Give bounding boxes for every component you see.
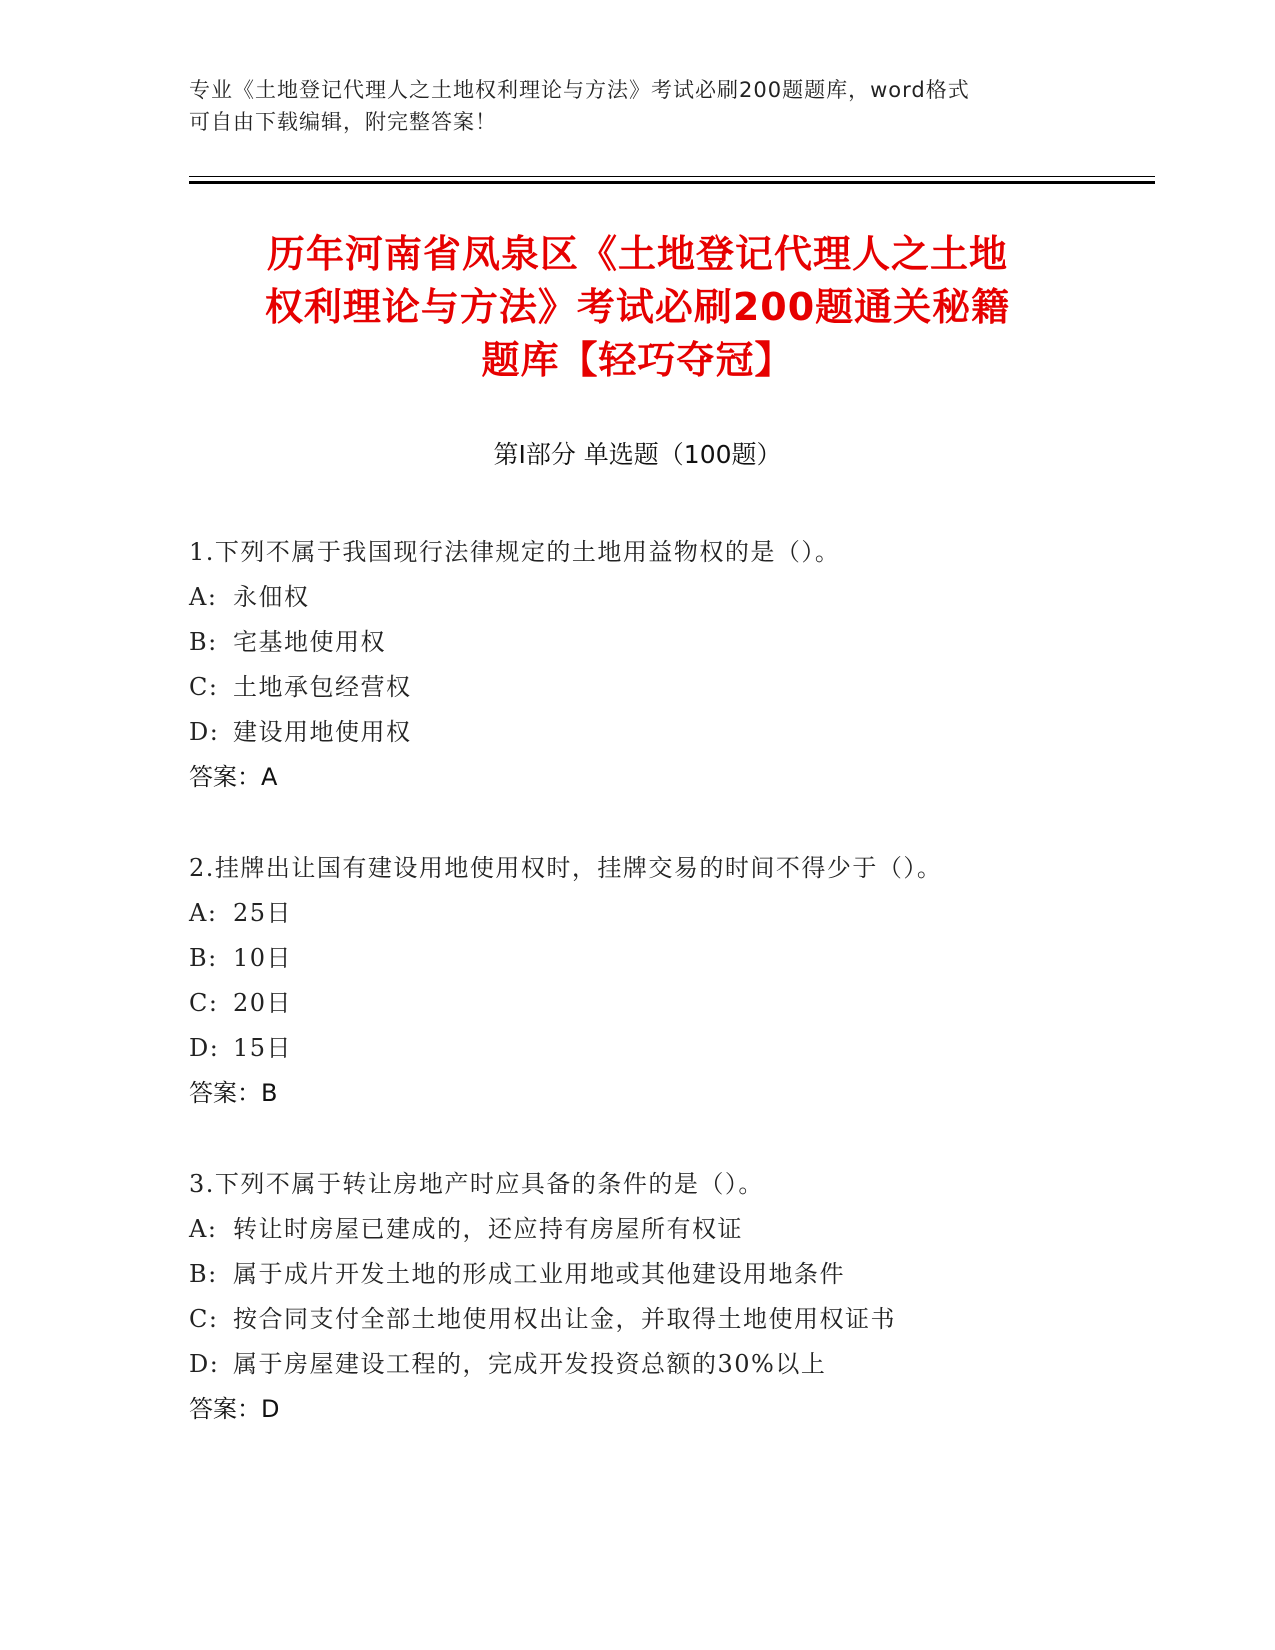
section-heading: 第Ⅰ部分 单选题（100题） xyxy=(493,440,782,469)
option-c xyxy=(189,981,1149,1026)
option-key: A: xyxy=(189,583,218,611)
option-key: C: xyxy=(189,673,219,701)
document-title-line-3: 题库【轻巧夺冠】 xyxy=(481,338,794,382)
option-key: B: xyxy=(189,1260,218,1288)
option-text: 建设用地使用权 xyxy=(233,718,412,746)
option-text: 按合同支付全部土地使用权出让金，并取得土地使用权证书 xyxy=(233,1305,896,1333)
option-text: 转让时房屋已建成的，还应持有房屋所有权证 xyxy=(233,1215,743,1243)
option-a xyxy=(189,891,1149,936)
document-title-line-1: 历年河南省凤泉区《土地登记代理人之土地 xyxy=(266,232,1008,276)
option-text: 土地承包经营权 xyxy=(233,673,412,701)
answer: 答案：A xyxy=(189,763,278,791)
answer: 答案：D xyxy=(189,1395,280,1423)
question-2 xyxy=(189,846,1149,1116)
option-key: B: xyxy=(189,944,218,972)
option-text: 25日 xyxy=(233,899,293,927)
option-key: D: xyxy=(189,1034,220,1062)
option-key: D: xyxy=(189,718,220,746)
option-text: 属于房屋建设工程的，完成开发投资总额的30%以上 xyxy=(233,1350,827,1378)
option-key: A: xyxy=(189,899,218,927)
option-b xyxy=(189,936,1149,981)
option-text: 15日 xyxy=(233,1034,293,1062)
header-note-line-1: 专业《土地登记代理人之土地权利理论与方法》考试必刷200题题库，word格式 xyxy=(189,78,970,102)
option-text: 20日 xyxy=(233,989,293,1017)
answer: 答案：B xyxy=(189,1079,278,1107)
option-c xyxy=(189,665,1149,710)
header-divider-thick xyxy=(189,181,1155,184)
option-b xyxy=(189,620,1149,665)
header-note xyxy=(189,74,1089,138)
question-stem: 2.挂牌出让国有建设用地使用权时，挂牌交易的时间不得少于（）。 xyxy=(189,854,943,882)
header-note-line-2: 可自由下载编辑，附完整答案！ xyxy=(189,110,497,134)
option-key: B: xyxy=(189,628,218,656)
question-3 xyxy=(189,1162,1149,1432)
option-d xyxy=(189,1342,1149,1387)
option-d xyxy=(189,710,1149,755)
option-d xyxy=(189,1026,1149,1071)
option-key: D: xyxy=(189,1350,220,1378)
option-key: A: xyxy=(189,1215,218,1243)
question-list xyxy=(189,530,1149,1478)
document-title-line-2: 权利理论与方法》考试必刷200题通关秘籍 xyxy=(264,285,1011,329)
option-b xyxy=(189,1252,1149,1297)
option-text: 10日 xyxy=(233,944,293,972)
option-text: 属于成片开发土地的形成工业用地或其他建设用地条件 xyxy=(233,1260,845,1288)
document-title xyxy=(150,228,1125,387)
option-a xyxy=(189,1207,1149,1252)
option-c xyxy=(189,1297,1149,1342)
question-stem: 3.下列不属于转让房地产时应具备的条件的是（）。 xyxy=(189,1170,764,1198)
option-a xyxy=(189,575,1149,620)
option-key: C: xyxy=(189,1305,219,1333)
question-1 xyxy=(189,530,1149,800)
question-stem: 1.下列不属于我国现行法律规定的土地用益物权的是（）。 xyxy=(189,538,841,566)
header-divider-thin xyxy=(189,176,1155,177)
option-text: 宅基地使用权 xyxy=(233,628,386,656)
option-text: 永佃权 xyxy=(233,583,310,611)
option-key: C: xyxy=(189,989,219,1017)
